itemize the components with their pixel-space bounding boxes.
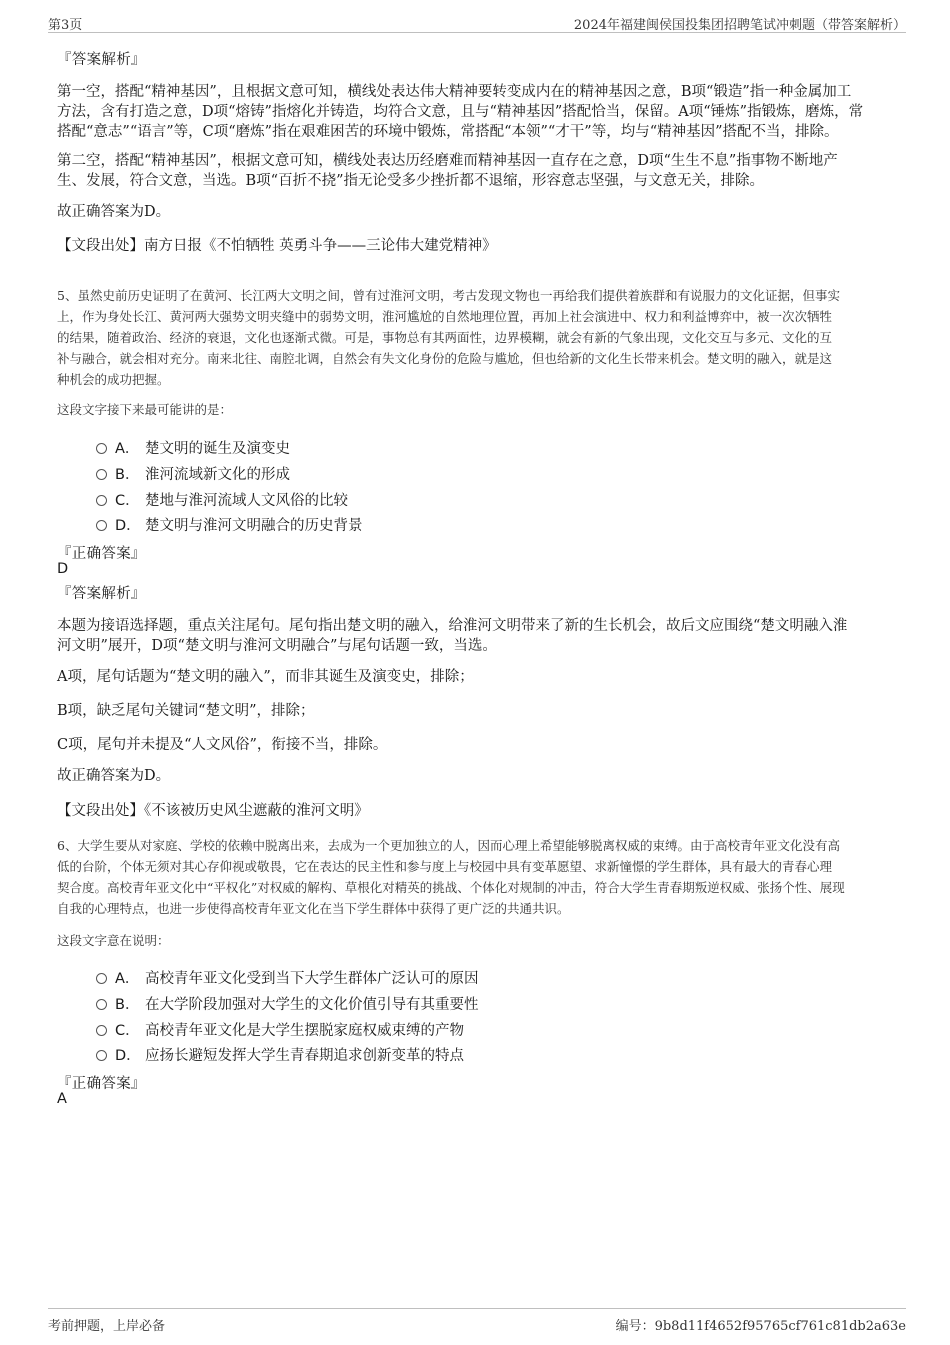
- q5-correct-label: 『正确答案』: [57, 546, 146, 562]
- q6-correct-answer: A: [57, 1091, 67, 1107]
- radio-button-icon[interactable]: [96, 469, 107, 480]
- option-text: 高校青年亚文化是大学生摆脱家庭权威束缚的产物: [145, 1023, 464, 1039]
- text-line: 上，作为身处长江、黄河两大强势文明夹缝中的弱势文明，淮河尴尬的自然地理位置，再加上社会演进中、权力和利益博弈中，被一次次牺牲: [57, 309, 833, 324]
- text-line: 搭配“意志”“语言”等，C项“磨炼”指在艰难困苦的环境中锻炼，常搭配“本领”“才干”等，均与“精神基因”搭配不当，排除。: [57, 124, 839, 140]
- page-number: 第3页: [48, 18, 83, 33]
- radio-button-icon[interactable]: [96, 1050, 107, 1061]
- option-letter: B．: [115, 467, 140, 483]
- text-line: 低的台阶，个体无须对其心存仰视或敬畏，它在表达的民主性和参与度上与校园中具有变革愿望、求新憧憬的学生群体，具有最大的青春心理: [57, 859, 833, 874]
- radio-button-icon[interactable]: [96, 520, 107, 531]
- q6-stem: [57, 835, 897, 919]
- q4-conclusion: 故正确答案为D。: [57, 204, 171, 220]
- option-text: 淮河流域新文化的形成: [145, 467, 290, 483]
- q4-analysis-para2: [57, 151, 897, 191]
- option-text: 应扬长避短发挥大学生青春期追求创新变革的特点: [145, 1048, 464, 1064]
- q6-option-c[interactable]: [96, 1019, 464, 1040]
- q5-conclusion: 故正确答案为D。: [57, 768, 171, 784]
- q5-stem: [57, 285, 897, 390]
- option-text: 楚文明与淮河文明融合的历史背景: [145, 518, 363, 534]
- q4-source: 【文段出处】南方日报《不怕牺牲 英勇斗争——三论伟大建党精神》: [57, 238, 497, 254]
- radio-button-icon[interactable]: [96, 1025, 107, 1036]
- text-line: 种机会的成功把握。: [57, 372, 170, 387]
- q5-question: 这段文字接下来最可能讲的是：: [57, 402, 233, 417]
- q4-analysis-para1: [57, 82, 897, 142]
- option-text: 在大学阶段加强对大学生的文化价值引导有其重要性: [145, 997, 479, 1013]
- q5-correct-answer: D: [57, 561, 69, 577]
- text-line: 契合度。高校青年亚文化中“平权化”对权威的解构、草根化对精英的挑战、个体化对规制的冲击，符合大学生青春期叛逆权威、张扬个性、展现: [57, 880, 845, 895]
- q5-option-b[interactable]: [96, 463, 290, 484]
- option-letter: B．: [115, 997, 140, 1013]
- q6-option-b[interactable]: [96, 993, 479, 1014]
- option-text: 高校青年亚文化受到当下大学生群体广泛认可的原因: [145, 971, 479, 987]
- q5-option-c[interactable]: [96, 489, 348, 510]
- q6-question: 这段文字意在说明：: [57, 933, 170, 948]
- q6-option-a[interactable]: [96, 967, 479, 988]
- radio-button-icon[interactable]: [96, 443, 107, 454]
- text-line: 补与融合，就会相对充分。南来北往、南腔北调，自然会有失文化身份的危险与尴尬，但也给新的文化生长带来机会。楚文明的融入，就是这: [57, 351, 833, 366]
- text-line: 生、发展，符合文意，当选。B项“百折不挠”指无论受多少挫折都不退缩，形容意志坚强，与文意无关，排除。: [57, 173, 764, 189]
- radio-button-icon[interactable]: [96, 495, 107, 506]
- option-letter: C．: [115, 1023, 140, 1039]
- text-line: 方法，含有打造之意，D项“熔铸”指熔化并铸造，均符合文意，且与“精神基因”搭配恰当，保留。A项“锤炼”指锻炼，磨炼，常: [57, 104, 864, 120]
- q4-analysis-label: 『答案解析』: [57, 52, 146, 68]
- option-letter: D．: [115, 518, 141, 534]
- q5-analysis-b: B项，缺乏尾句关键词“楚文明”，排除；: [57, 703, 315, 719]
- page-footer: [48, 1308, 906, 1333]
- option-letter: A．: [115, 971, 140, 987]
- document-title: 2024年福建闽侯国投集团招聘笔试冲刺题（带答案解析）: [573, 18, 906, 33]
- text-line: 6、大学生要从对家庭、学校的依赖中脱离出来，去成为一个更加独立的人，因而心理上希望能够脱离权威的束缚。由于高校青年亚文化没有高: [57, 838, 840, 853]
- text-line: 的结果，随着政治、经济的衰退，文化也逐渐式微。可是，事物总有其两面性，边界模糊，就会有新的气象出现，文化交互与多元、文化的互: [57, 330, 833, 345]
- q5-option-a[interactable]: [96, 437, 290, 458]
- option-text: 楚地与淮河流域人文风俗的比较: [145, 493, 348, 509]
- q5-analysis-a: A项，尾句话题为“楚文明的融入”，而非其诞生及演变史，排除；: [57, 669, 474, 685]
- footer-slogan: 考前押题，上岸必备: [48, 1319, 166, 1334]
- option-letter: D．: [115, 1048, 141, 1064]
- q5-analysis: [57, 616, 897, 656]
- q5-analysis-c: C项，尾句并未提及“人文风俗”，衔接不当，排除。: [57, 737, 388, 753]
- text-line: 第二空，搭配“精神基因”，根据文意可知，横线处表达历经磨难而精神基因一直存在之意，D项“生生不息”指事物不断地产: [57, 153, 838, 169]
- radio-button-icon[interactable]: [96, 973, 107, 984]
- q5-option-d[interactable]: [96, 514, 363, 535]
- text-line: 5、虽然史前历史证明了在黄河、长江两大文明之间，曾有过淮河文明，考古发现文物也一再给我们提供着族群和有说服力的文化证据，但事实: [57, 288, 840, 303]
- option-text: 楚文明的诞生及演变史: [145, 441, 290, 457]
- option-letter: A．: [115, 441, 140, 457]
- text-line: 自我的心理特点，也进一步使得高校青年亚文化在当下学生群体中获得了更广泛的共通共识。: [57, 901, 570, 916]
- text-line: 本题为接语选择题，重点关注尾句。尾句指出楚文明的融入，给淮河文明带来了新的生长机会，故后文应围绕“楚文明融入淮: [57, 618, 848, 634]
- q6-correct-label: 『正确答案』: [57, 1076, 146, 1092]
- radio-button-icon[interactable]: [96, 999, 107, 1010]
- option-letter: C．: [115, 493, 140, 509]
- text-line: 第一空，搭配“精神基因”，且根据文意可知，横线处表达伟大精神要转变成内在的精神基因之意，B项“锻造”指一种金属加工: [57, 84, 852, 100]
- q6-option-d[interactable]: [96, 1044, 464, 1065]
- q5-source: 【文段出处】《不该被历史风尘遮蔽的淮河文明》: [57, 803, 369, 819]
- document-id: 编号：9b8d11f4652f95765cf761c81db2a63e: [615, 1319, 906, 1334]
- text-line: 河文明”展开，D项“楚文明与淮河文明融合”与尾句话题一致，当选。: [57, 638, 497, 654]
- page-header: [48, 12, 906, 33]
- q5-analysis-label: 『答案解析』: [57, 586, 146, 602]
